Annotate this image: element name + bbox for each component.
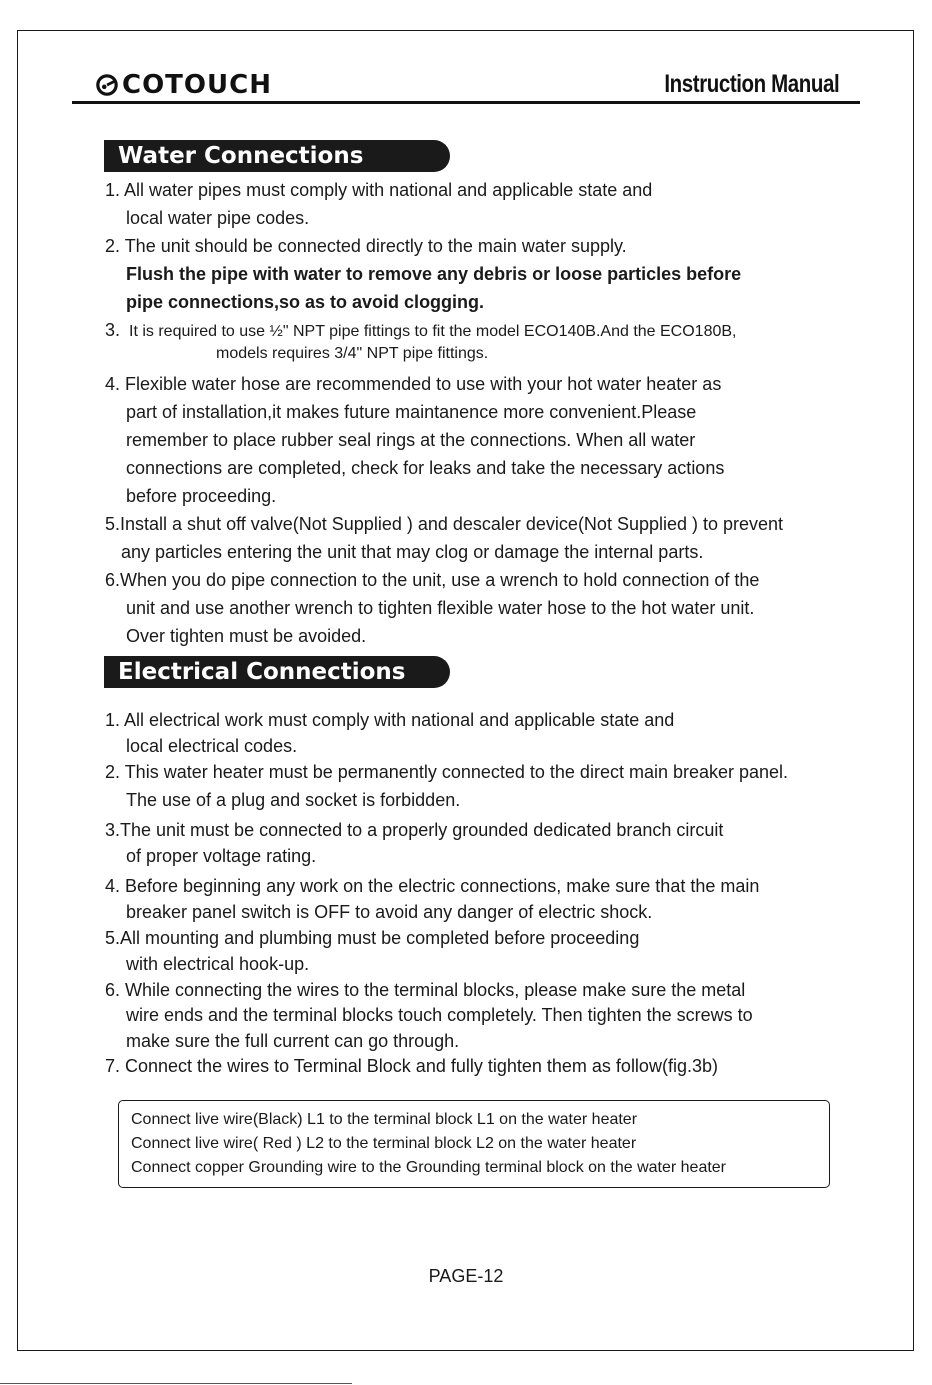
water-line-8: 4. Flexible water hose are recommended to use with your hot water heater as — [105, 374, 722, 394]
electrical-line-11: 6. While connecting the wires to the terminal blocks, please make sure the metal — [105, 980, 746, 1000]
water-line-7: models requires 3/4" NPT pipe fittings. — [216, 345, 489, 362]
water-line-2: local water pipe codes. — [126, 208, 310, 228]
water-line-12: before proceeding. — [126, 486, 277, 506]
electrical-line-5: 3.The unit must be connected to a properly grounded dedicated branch circuit — [105, 820, 724, 840]
wiring-instructions-box — [118, 1100, 830, 1188]
electrical-line-14: 7. Connect the wires to Terminal Block and fully tighten them as follow(fig.3b) — [105, 1056, 718, 1076]
water-line-9: part of installation,it makes future maintanence more convenient.Please — [126, 402, 697, 422]
electrical-line-4: The use of a plug and socket is forbidden. — [126, 790, 461, 810]
wiring-line-2: Connect live wire( Red ) L2 to the terminal block L2 on the water heater — [131, 1135, 637, 1152]
page-number: PAGE-12 — [428, 1266, 504, 1286]
logo-mark-icon — [96, 74, 118, 96]
water-line-17: Over tighten must be avoided. — [126, 626, 367, 646]
water-section-heading: Water Connections — [104, 140, 450, 172]
footer-divider — [0, 1383, 352, 1384]
electrical-line-13: make sure the full current can go through. — [126, 1031, 460, 1051]
electrical-line-8: breaker panel switch is OFF to avoid any danger of electric shock. — [126, 902, 653, 922]
electrical-line-7: 4. Before beginning any work on the electric connections, make sure that the main — [105, 876, 760, 896]
brand-name: COTOUCH — [122, 70, 272, 100]
electrical-line-2: local electrical codes. — [126, 736, 298, 756]
water-line-11: connections are completed, check for leaks and take the necessary actions — [126, 458, 725, 478]
water-line-5: pipe connections,so as to avoid clogging. — [126, 292, 485, 312]
document-title: Instruction Manual — [664, 70, 839, 98]
water-line-4: Flush the pipe with water to remove any debris or loose particles before — [126, 264, 742, 284]
water-line-6: It is required to use ½" NPT pipe fittings to fit the model ECO140B.And the ECO180B, — [129, 323, 737, 340]
water-line-15: 6.When you do pipe connection to the unit, use a wrench to hold connection of the — [105, 570, 760, 590]
wiring-line-3: Connect copper Grounding wire to the Grounding terminal block on the water heater — [131, 1159, 727, 1176]
water-line-1: 1. All water pipes must comply with national and applicable state and — [105, 180, 653, 200]
brand-logo — [96, 70, 272, 100]
electrical-line-10: with electrical hook-up. — [126, 954, 310, 974]
water-line-3: 2. The unit should be connected directly to the main water supply. — [105, 236, 627, 256]
water-line-6-num: 3. — [105, 320, 121, 340]
electrical-section-heading: Electrical Connections — [104, 656, 450, 688]
electrical-line-12: wire ends and the terminal blocks touch completely. Then tighten the screws to — [126, 1005, 753, 1025]
water-line-16: unit and use another wrench to tighten flexible water hose to the hot water unit. — [126, 598, 755, 618]
electrical-line-9: 5.All mounting and plumbing must be completed before proceeding — [105, 928, 640, 948]
electrical-line-3: 2. This water heater must be permanently connected to the direct main breaker panel. — [105, 762, 789, 782]
header-divider — [72, 101, 860, 104]
electrical-line-1: 1. All electrical work must comply with national and applicable state and — [105, 710, 675, 730]
water-line-14: any particles entering the unit that may clog or damage the internal parts. — [121, 542, 704, 562]
water-line-10: remember to place rubber seal rings at the connections. When all water — [126, 430, 696, 450]
wiring-line-1: Connect live wire(Black) L1 to the terminal block L1 on the water heater — [131, 1111, 638, 1128]
electrical-line-6: of proper voltage rating. — [126, 846, 317, 866]
water-line-13: 5.Install a shut off valve(Not Supplied ) and descaler device(Not Supplied ) to prevent — [105, 514, 784, 534]
